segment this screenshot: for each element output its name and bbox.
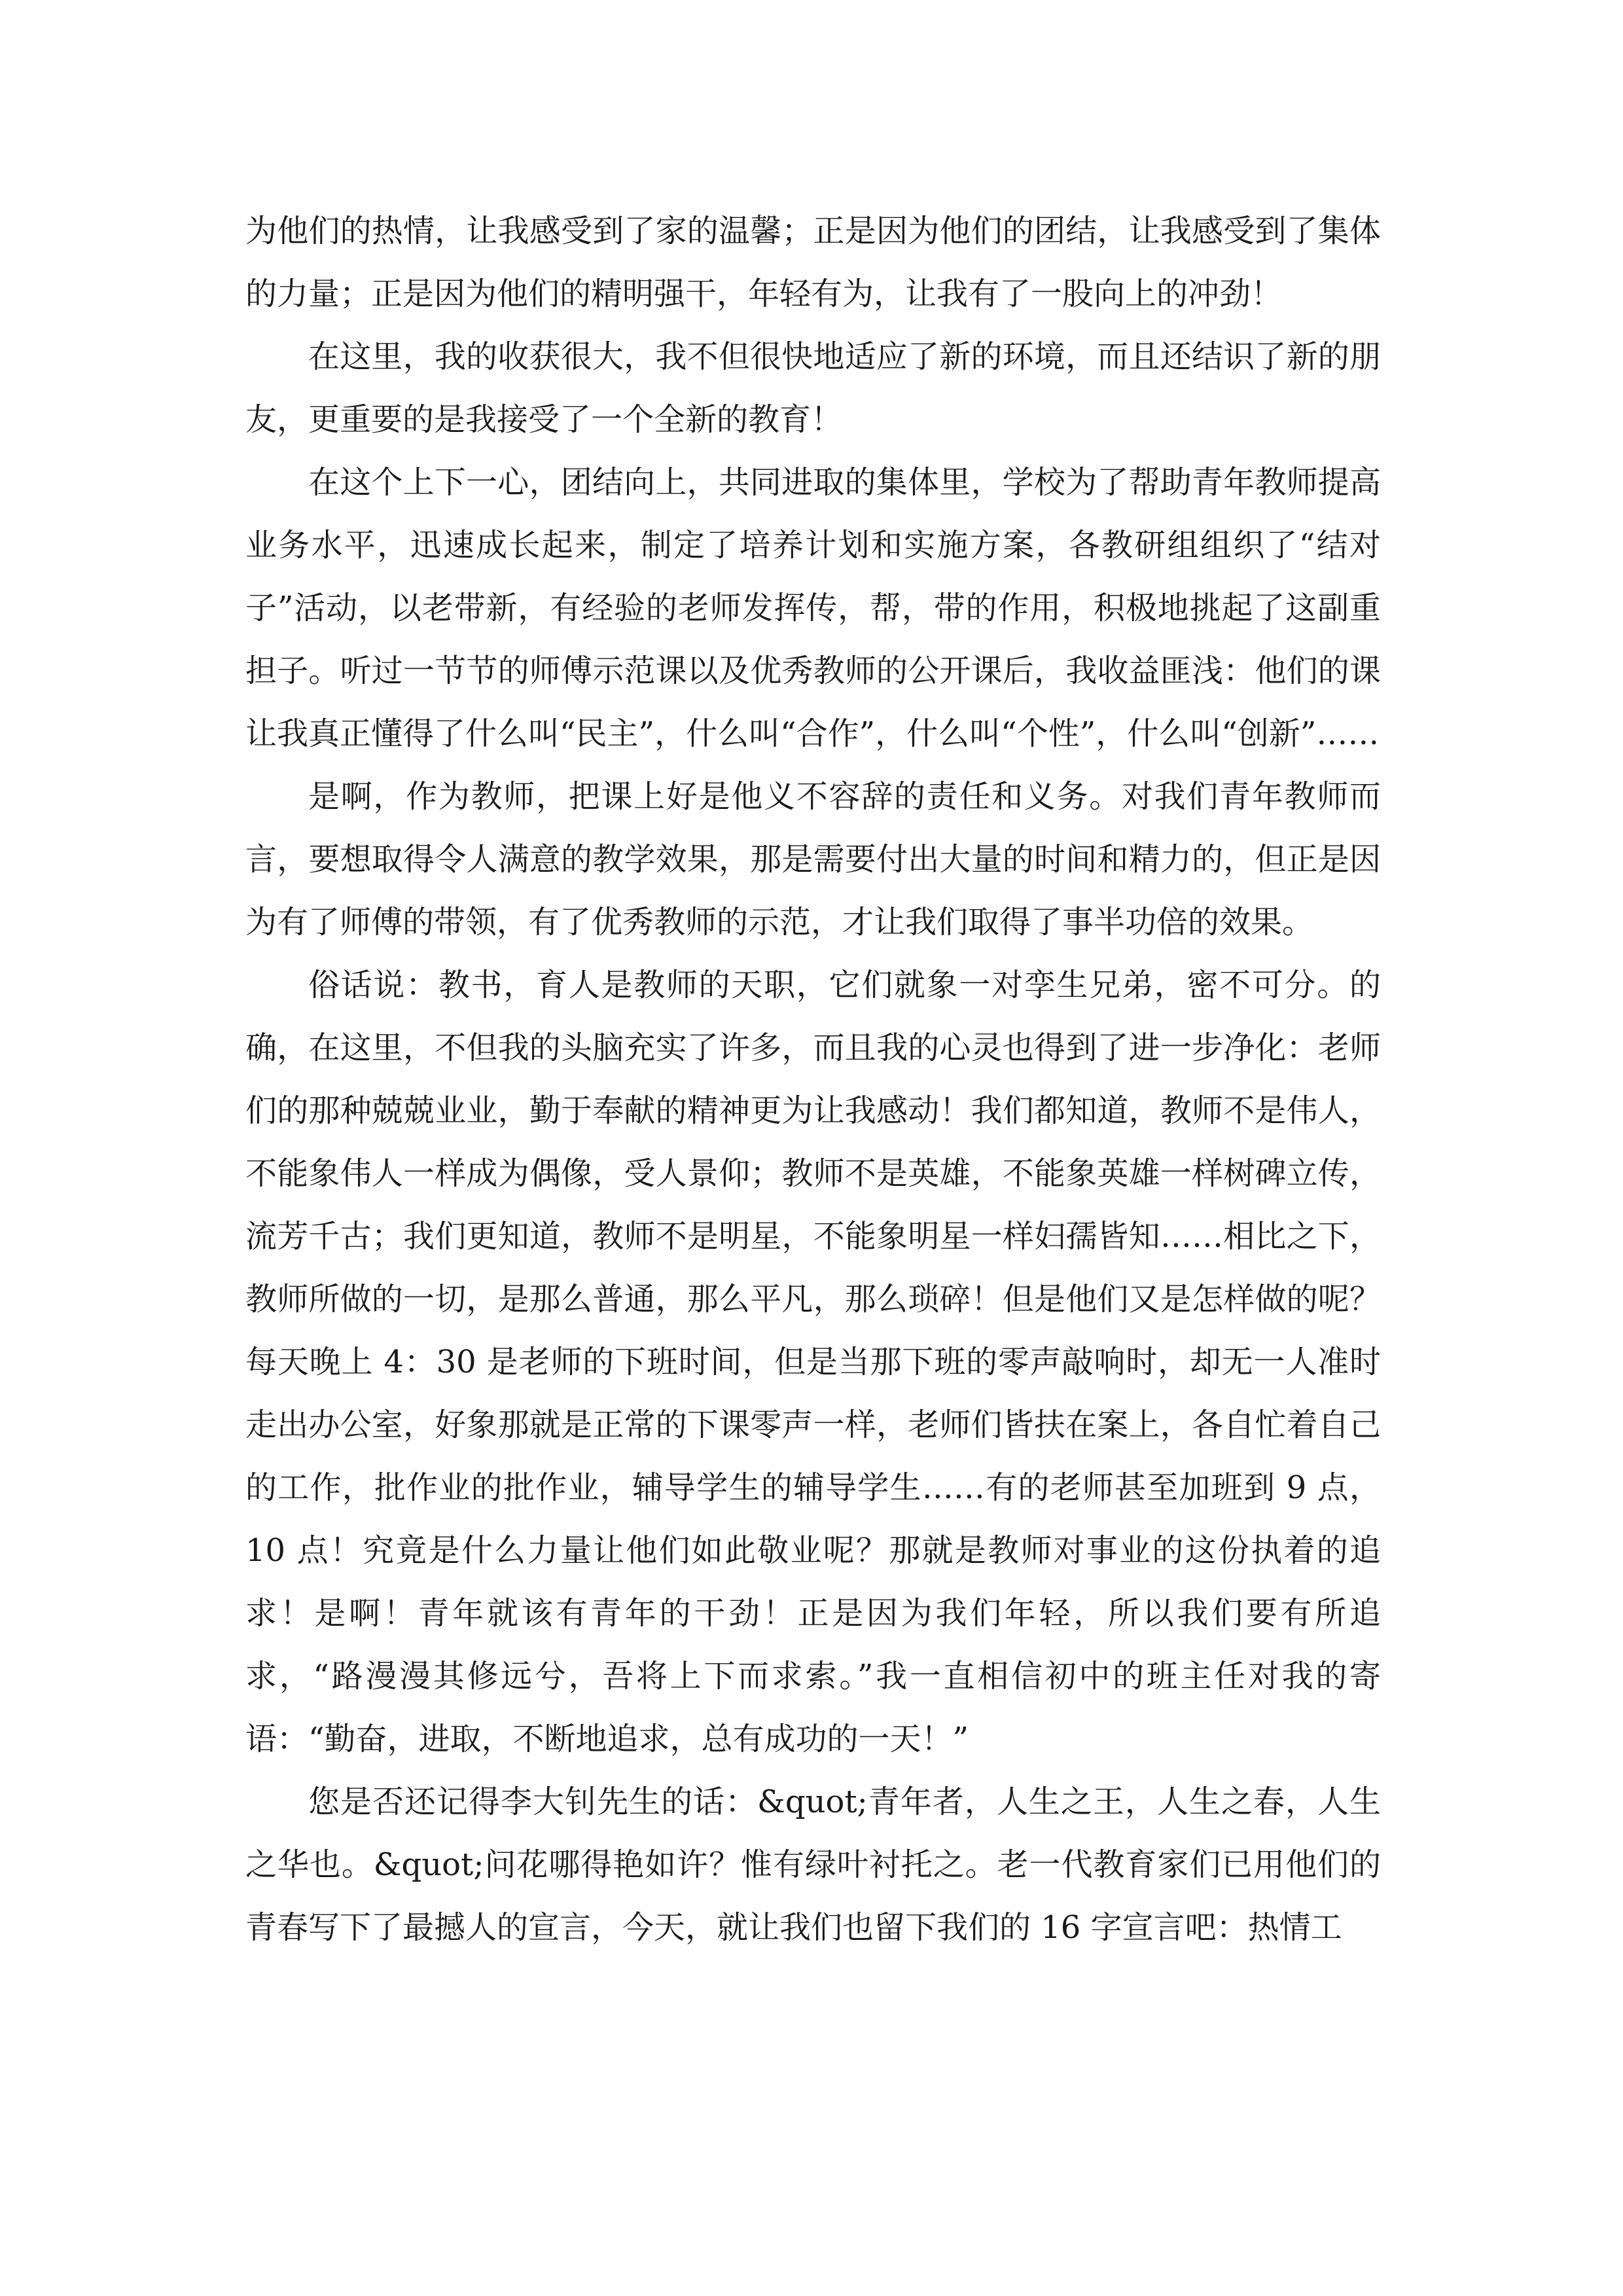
- document-body: [245, 200, 1381, 1959]
- paragraph: 俗话说：教书，育人是教师的天职，它们就象一对孪生兄弟，密不可分。的确，在这里，不但我的头脑充实了许多，而且我的心灵也得到了进一步净化：老师们的那种兢兢业业，勤于奉献的精神更为让我感动！我们都知道，教师不是伟人，不能象伟人一样成为偶像，受人景仰；教师不是英雄，不能象英雄一样树碑立传，流芳千古；我们更知道，教师不是明星，不能象明星一样妇孺皆知……相比之下，教师所做的一切，是那么普通，那么平凡，那么琐碎！但是他们又是怎样做的呢？每天晚上 4：30 是老师的下班时间，但是当那下班的零声敲响时，却无一人准时走出办公室，好象那就是正常的下课零声一样，老师们皆扶在案上，各自忙着自己的工作，批作业的批作业，辅导学生的辅导学生……有的老师甚至加班到 9 点，10 点！究竟是什么力量让他们如此敬业呢？那就是教师对事业的这份执着的追求！是啊！青年就该有青年的干劲！正是因为我们年轻，所以我们要有所追求，“路漫漫其修远兮，吾将上下而求索。”我一直相信初中的班主任对我的寄语：“勤奋，进取，不断地追求，总有成功的一天！”: [245, 967, 1381, 1757]
- paragraph-continuation: 为他们的热情，让我感受到了家的温馨；正是因为他们的团结，让我感受到了集体的力量；正是因为他们的精明强干，年轻有为，让我有了一股向上的冲劲！: [245, 213, 1381, 312]
- paragraph: 您是否还记得李大钊先生的话：&quot;青年者，人生之王，人生之春，人生之华也。&quot;问花哪得艳如许？惟有绿叶衬托之。老一代教育家们已用他们的青春写下了最撼人的宣言，今天，就让我们也留下我们的 16 字宣言吧：热情工: [245, 1784, 1381, 1946]
- paragraph: 是啊，作为教师，把课上好是他义不容辞的责任和义务。对我们青年教师而言，要想取得令人满意的教学效果，那是需要付出大量的时间和精力的，但正是因为有了师傅的带领，有了优秀教师的示范，才让我们取得了事半功倍的效果。: [245, 778, 1381, 941]
- paragraph: 在这里，我的收获很大，我不但很快地适应了新的环境，而且还结识了新的朋友，更重要的是我接受了一个全新的教育！: [245, 338, 1381, 438]
- paragraph: 在这个上下一心，团结向上，共同进取的集体里，学校为了帮助青年教师提高业务水平，迅速成长起来，制定了培养计划和实施方案，各教研组组织了“结对子”活动，以老带新，有经验的老师发挥传，帮，带的作用，积极地挑起了这副重担子。听过一节节的师傅示范课以及优秀教师的公开课后，我收益匪浅：他们的课让我真正懂得了什么叫“民主”，什么叫“合作”，什么叫“个性”，什么叫“创新”……: [245, 464, 1381, 752]
